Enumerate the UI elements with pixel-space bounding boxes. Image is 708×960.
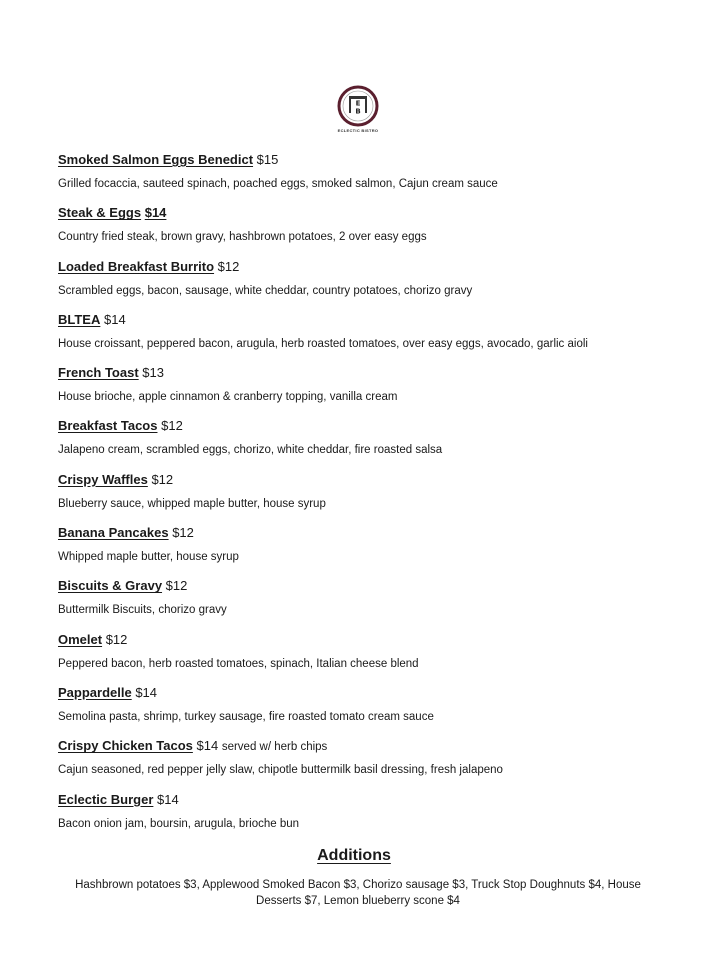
menu-item-description: Blueberry sauce, whipped maple butter, house syrup [58, 497, 326, 510]
menu-item-description: Peppered bacon, herb roasted tomatoes, spinach, Italian cheese blend [58, 657, 419, 670]
menu-item-price: $12 [172, 525, 194, 541]
menu-item-price: $12 [217, 258, 240, 274]
menu-item-price: $13 [142, 365, 164, 381]
menu-item-title [58, 470, 678, 490]
menu-item [58, 310, 678, 363]
menu-item-description: Jalapeno cream, scrambled eggs, chorizo, white cheddar, fire roasted salsa [58, 444, 443, 457]
logo-caption: ECLECTIC BISTRO [337, 128, 379, 133]
menu-item-name: Omelet [58, 631, 103, 647]
menu-item-name: Steak & Eggs [58, 205, 142, 221]
menu-item-price: $12 [161, 418, 183, 434]
menu-item-price: $12 [165, 578, 188, 594]
menu-item-name: French Toast [58, 365, 139, 381]
menu-item-price: $14 [157, 791, 179, 807]
menu-item-name: Smoked Salmon Eggs Benedict [58, 152, 254, 167]
menu-item-title [58, 683, 678, 703]
menu-item [58, 523, 678, 576]
menu-item-note: served w/ herb chips [221, 741, 328, 754]
menu-item-price: $12 [105, 631, 128, 647]
menu-item [58, 470, 678, 523]
menu-item [58, 363, 678, 416]
menu-item-name: Breakfast Tacos [58, 418, 158, 434]
menu-item-description: House brioche, apple cinnamon & cranberry topping, vanilla cream [58, 391, 398, 404]
menu-item-description: Country fried steak, brown gravy, hashbrown potatoes, 2 over easy eggs [58, 231, 427, 244]
menu-item-title [58, 150, 678, 170]
menu-item-description: Bacon onion jam, boursin, arugula, brioche bun [58, 817, 300, 830]
menu-item-description: Semolina pasta, shrimp, turkey sausage, fire roasted tomato cream sauce [58, 710, 434, 723]
menu-item-name: Biscuits & Gravy [58, 578, 163, 594]
menu-item-title [58, 203, 678, 223]
additions-text: Hashbrown potatoes $3, Applewood Smoked Bacon $3, Chorizo sausage $3, Truck Stop Doughnuts $4, House Desserts $7, Lemon blueberry scone $4 [75, 879, 641, 907]
menu-item-price: $15 [256, 152, 279, 167]
menu-item [58, 203, 678, 256]
menu-item-title [58, 310, 678, 330]
menu-item-name: Crispy Chicken Tacos [58, 738, 193, 754]
menu-item [58, 790, 678, 843]
menu-item-title [58, 736, 678, 756]
menu-item-price: $14 [144, 205, 167, 221]
menu-item-title [58, 523, 678, 543]
menu-list [58, 150, 678, 843]
menu-item-title [58, 790, 678, 810]
menu-item-description: Buttermilk Biscuits, chorizo gravy [58, 604, 227, 617]
menu-item-title [58, 576, 678, 596]
menu-item-name: BLTEA [58, 311, 101, 327]
menu-item-title [58, 257, 678, 277]
additions-heading: Additions [317, 847, 391, 864]
menu-item-description: Cajun seasoned, red pepper jelly slaw, chipotle buttermilk basil dressing, fresh jalapeno [58, 764, 503, 777]
menu-item-price: $14 [135, 684, 158, 700]
menu-item [58, 683, 678, 736]
menu-item-title [58, 363, 678, 383]
menu-item [58, 736, 678, 789]
menu-item-name: Loaded Breakfast Burrito [58, 258, 215, 274]
menu-item-name: Banana Pancakes [58, 525, 169, 541]
menu-item-description: House croissant, peppered bacon, arugula, herb roasted tomatoes, over easy eggs, avocado, garlic aioli [58, 337, 588, 350]
menu-item-name: Pappardelle [58, 684, 132, 700]
menu-item [58, 416, 678, 469]
menu-item-description: Scrambled eggs, bacon, sausage, white cheddar, country potatoes, chorizo gravy [58, 284, 473, 297]
logo-letter-b: B [355, 107, 361, 116]
menu-item [58, 150, 678, 203]
menu-item-description: Whipped maple butter, house syrup [58, 551, 239, 564]
menu-item-price: $14 [196, 738, 219, 754]
menu-item-title [58, 630, 678, 650]
menu-item-name: Crispy Waffles [58, 471, 148, 487]
logo-letter-e: E [355, 99, 361, 108]
menu-item-name: Eclectic Burger [58, 791, 154, 807]
menu-item [58, 257, 678, 310]
menu-item-description: Grilled focaccia, sauteed spinach, poached eggs, smoked salmon, Cajun cream sauce [58, 178, 498, 190]
menu-item-price: $12 [151, 471, 174, 487]
menu-item-title [58, 416, 678, 436]
logo-emblem-icon [334, 84, 382, 132]
menu-item-price: $14 [104, 311, 126, 327]
menu-item [58, 630, 678, 683]
menu-item [58, 576, 678, 629]
